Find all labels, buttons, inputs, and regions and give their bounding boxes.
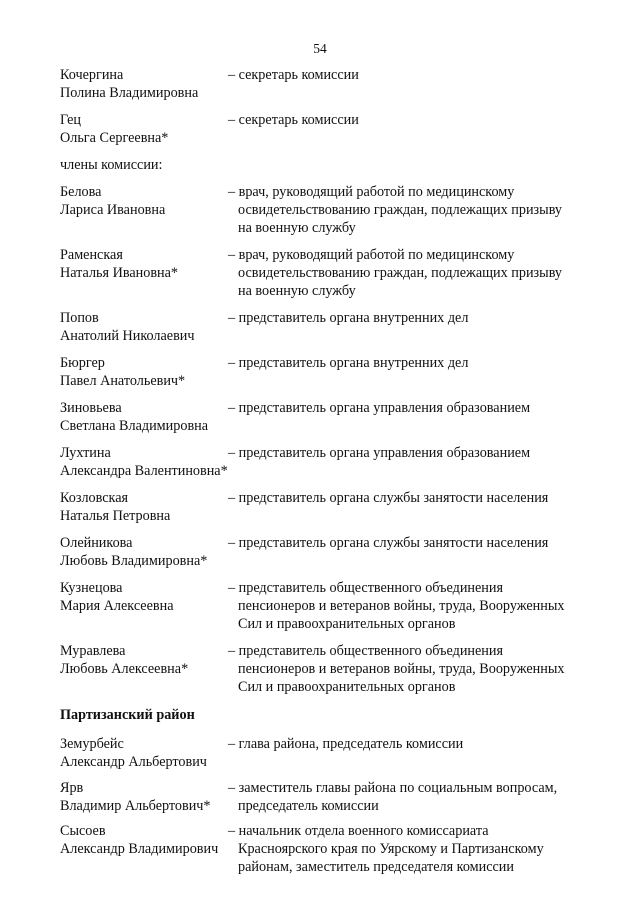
given-name-patronymic: Любовь Владимировна*	[60, 553, 208, 569]
given-name-patronymic: Владимир Альбертович*	[60, 798, 211, 814]
given-name-patronymic: Александр Владимирович	[60, 841, 219, 857]
member-name	[60, 111, 238, 147]
surname: Ярв	[60, 780, 84, 796]
member-entry	[60, 779, 600, 815]
role-line: Сил и правоохранительных органов	[238, 616, 456, 632]
member-entry	[60, 354, 600, 390]
member-name	[60, 309, 238, 345]
member-name	[60, 489, 238, 525]
role-line: – врач, руководящий работой по медицинскому	[228, 247, 515, 263]
member-name	[60, 66, 238, 102]
role-line: пенсионеров и ветеранов войны, труда, Вооруженных	[238, 598, 565, 614]
role-line: Сил и правоохранительных органов	[238, 679, 456, 695]
page-number: 54	[313, 41, 327, 56]
role-line: – начальник отдела военного комиссариата	[228, 823, 489, 839]
role-line: освидетельствованию граждан, подлежащих призыву	[238, 202, 562, 218]
role-line: – секретарь комиссии	[228, 67, 359, 83]
surname: Кочергина	[60, 67, 124, 83]
member-role	[228, 822, 590, 876]
role-line: пенсионеров и ветеранов войны, труда, Вооруженных	[238, 661, 565, 677]
role-line: – представитель органа управления образованием	[228, 445, 531, 461]
member-role	[228, 642, 590, 696]
surname: Гец	[60, 112, 82, 128]
member-entry	[60, 534, 600, 570]
member-entry	[60, 642, 600, 696]
section-label: члены комиссии:	[60, 157, 163, 173]
role-line: – представитель органа службы занятости населения	[228, 490, 549, 506]
member-role	[228, 399, 590, 435]
given-name-patronymic: Наталья Ивановна*	[60, 265, 179, 281]
given-name-patronymic: Любовь Алексеевна*	[60, 661, 189, 677]
given-name-patronymic: Полина Владимировна	[60, 85, 199, 101]
given-name-patronymic: Мария Алексеевна	[60, 598, 174, 614]
role-line: районам, заместитель председателя комиссии	[238, 859, 514, 875]
role-line: на военную службу	[238, 220, 356, 236]
surname: Козловская	[60, 490, 129, 506]
role-line: – представитель органа управления образованием	[228, 400, 531, 416]
role-line: – представитель общественного объединения	[228, 580, 504, 596]
role-line: на военную службу	[238, 283, 356, 299]
surname: Олейникова	[60, 535, 133, 551]
member-entry	[60, 309, 600, 345]
member-role	[228, 735, 590, 771]
member-entry	[60, 735, 600, 771]
surname: Раменская	[60, 247, 123, 263]
member-name	[60, 444, 238, 480]
member-name	[60, 354, 238, 390]
member-entry	[60, 579, 600, 633]
member-entry	[60, 399, 600, 435]
member-entry	[60, 822, 600, 876]
role-line: – представитель органа внутренних дел	[228, 355, 469, 371]
role-line: – представитель органа внутренних дел	[228, 310, 469, 326]
member-role	[228, 66, 590, 102]
surname: Попов	[60, 310, 99, 326]
member-entry	[60, 444, 600, 480]
role-line: – представитель общественного объединения	[228, 643, 504, 659]
role-line: Красноярского края по Уярскому и Партизанскому	[238, 841, 544, 857]
member-entry	[60, 111, 600, 147]
member-role	[228, 444, 590, 480]
member-name	[60, 779, 238, 815]
member-role	[228, 779, 590, 815]
given-name-patronymic: Ольга Сергеевна*	[60, 130, 169, 146]
surname: Земурбейс	[60, 736, 124, 752]
role-line: освидетельствованию граждан, подлежащих призыву	[238, 265, 562, 281]
surname: Зиновьева	[60, 400, 122, 416]
member-role	[228, 534, 590, 570]
member-role	[228, 354, 590, 390]
member-name	[60, 822, 238, 876]
role-line: – секретарь комиссии	[228, 112, 359, 128]
commission-list	[60, 66, 600, 876]
role-line: – заместитель главы района по социальным вопросам,	[228, 780, 558, 796]
member-entry	[60, 489, 600, 525]
surname: Белова	[60, 184, 102, 200]
given-name-patronymic: Александр Альбертович	[60, 754, 207, 770]
member-name	[60, 183, 238, 237]
surname: Бюргер	[60, 355, 105, 371]
given-name-patronymic: Наталья Петровна	[60, 508, 171, 524]
district-heading: Партизанский район	[60, 707, 195, 723]
surname: Муравлева	[60, 643, 126, 659]
surname: Лухтина	[60, 445, 111, 461]
role-line: – глава района, председатель комиссии	[228, 736, 464, 752]
member-entry	[60, 183, 600, 237]
surname: Сысоев	[60, 823, 106, 839]
given-name-patronymic: Анатолий Николаевич	[60, 328, 195, 344]
role-line: – представитель органа службы занятости населения	[228, 535, 549, 551]
member-name	[60, 579, 238, 633]
member-role	[228, 489, 590, 525]
given-name-patronymic: Светлана Владимировна	[60, 418, 209, 434]
member-role	[228, 579, 590, 633]
member-entry	[60, 246, 600, 300]
given-name-patronymic: Лариса Ивановна	[60, 202, 166, 218]
member-name	[60, 642, 238, 696]
role-line: председатель комиссии	[238, 798, 379, 814]
given-name-patronymic: Павел Анатольевич*	[60, 373, 186, 389]
surname: Кузнецова	[60, 580, 123, 596]
member-role	[228, 246, 590, 300]
member-name	[60, 534, 238, 570]
role-line: – врач, руководящий работой по медицинскому	[228, 184, 515, 200]
member-name	[60, 735, 238, 771]
member-name	[60, 246, 238, 300]
given-name-patronymic: Александра Валентиновна*	[60, 463, 228, 479]
member-role	[228, 111, 590, 147]
member-entry	[60, 66, 600, 102]
member-role	[228, 183, 590, 237]
member-role	[228, 309, 590, 345]
member-name	[60, 399, 238, 435]
